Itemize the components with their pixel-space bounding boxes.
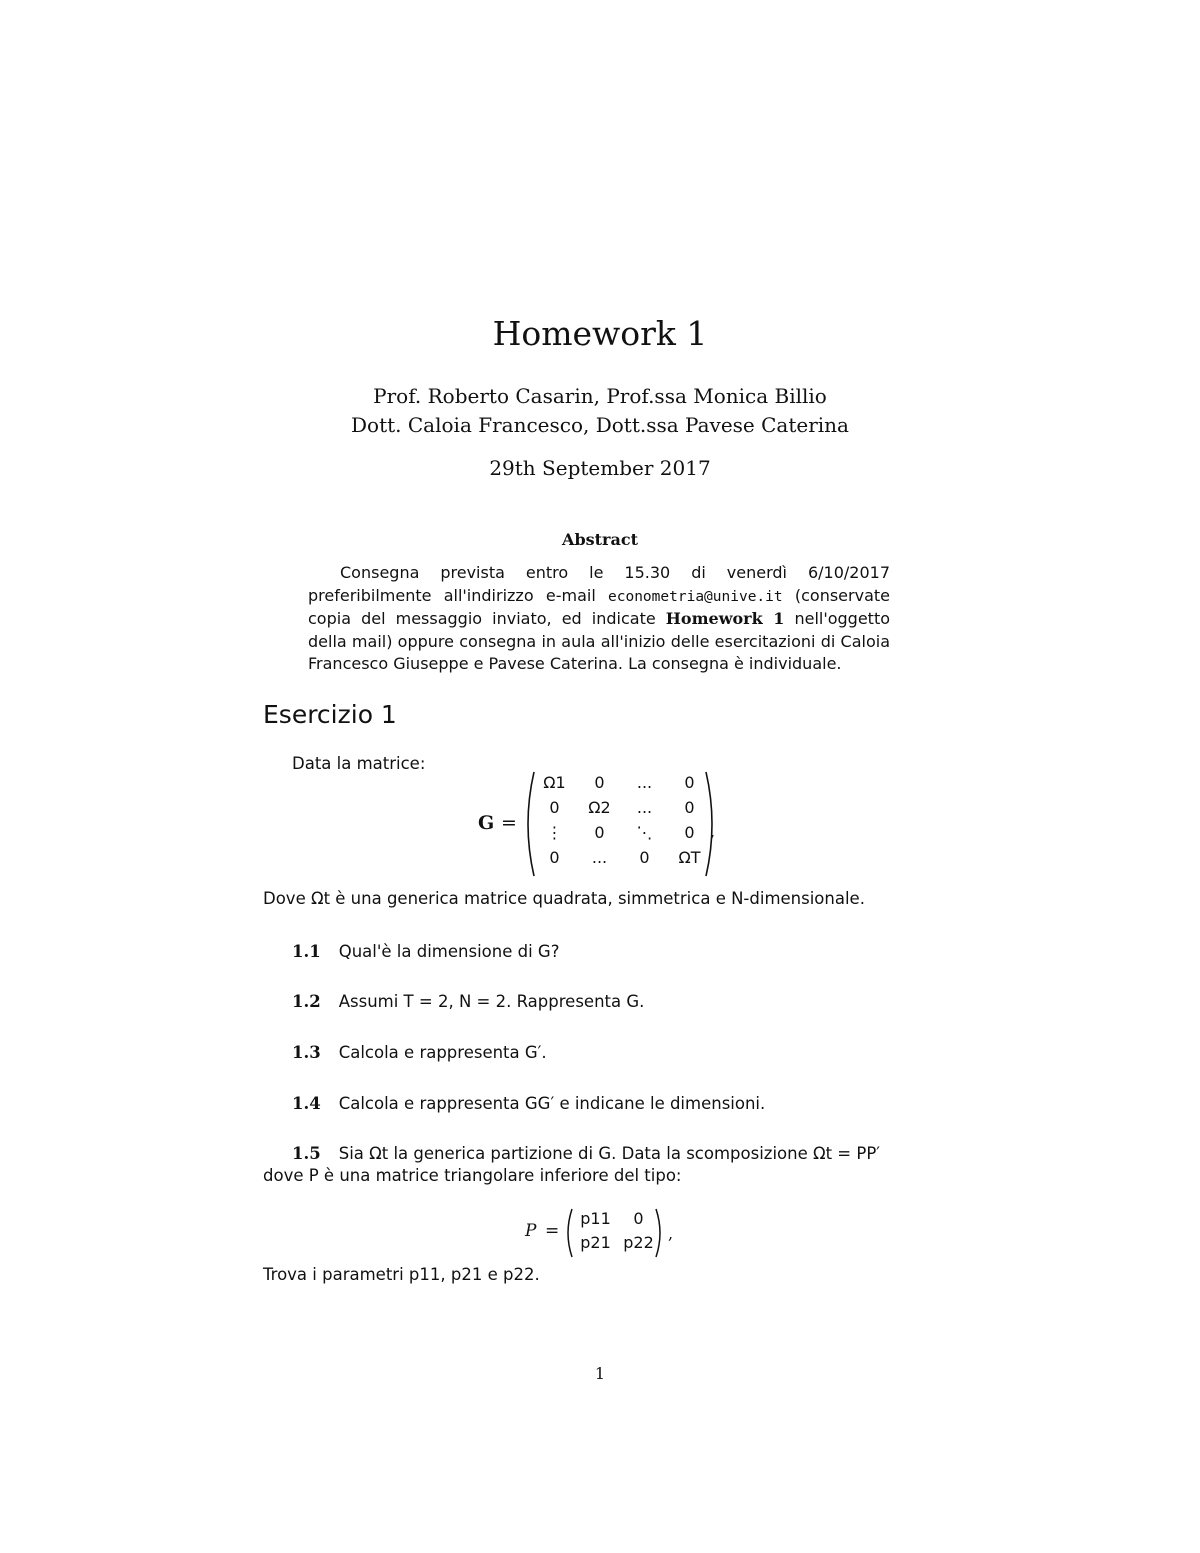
final-instruction: Trova i parametri p11, p21 e p22. — [263, 1265, 540, 1284]
document-date: 29th September 2017 — [489, 456, 711, 480]
section-heading: Esercizio 1 — [263, 700, 397, 729]
abstract-text-3: nell'oggetto della mail) oppure consegna in aula all'inizio delle esercitazioni di Caloia Francesco Giuseppe e Pavese Caterina. La consegna è individuale. — [308, 609, 891, 673]
abstract-bold: Homework 1 — [665, 609, 785, 628]
matrix-g-cell-2-0: ⋮ — [546, 823, 563, 842]
abstract-heading: Abstract — [562, 530, 638, 549]
authors-line-2: Dott. Caloia Francesco, Dott.ssa Pavese Caterina — [351, 413, 849, 437]
abstract-body — [308, 562, 890, 676]
matrix-p-cell-1-0: p21 — [580, 1233, 611, 1252]
matrix-g-cell-0-1: 0 — [594, 773, 605, 792]
matrix-g-cell-0-0: Ω1 — [543, 773, 566, 792]
left-paren — [568, 1209, 572, 1257]
matrix-g-cell-1-0: 0 — [549, 798, 560, 817]
item-number: 1.1 — [292, 942, 321, 961]
item-text: Calcola e rappresenta G′. — [338, 1043, 547, 1062]
matrix-g-cell-2-2: ⋱ — [636, 823, 653, 842]
item-1-5-continuation: dove P è una matrice triangolare inferiore del tipo: — [263, 1166, 682, 1185]
page-number: 1 — [594, 1364, 606, 1383]
authors — [0, 382, 1200, 440]
email-address: econometria@unive.it — [608, 588, 783, 605]
matrix-g-label: G — [478, 812, 495, 834]
matrix-p-label: P — [525, 1221, 537, 1241]
comma: , — [710, 822, 716, 841]
item-number: 1.4 — [292, 1094, 321, 1113]
matrix-g-cell-3-1: ... — [591, 848, 608, 867]
matrix-g-cell-3-2: 0 — [639, 848, 650, 867]
item-1-5 — [292, 1144, 880, 1163]
matrix-g-cell-1-1: Ω2 — [588, 798, 611, 817]
abstract-text-1: Consegna prevista entro le 15.30 di venerdì 6/10/2017 preferibilmente all'indirizzo e-mail — [308, 563, 890, 605]
matrix-g-cell-0-3: 0 — [684, 773, 695, 792]
item-1-4 — [292, 1094, 765, 1113]
matrix-p-cell-1-1: p22 — [623, 1233, 654, 1252]
matrix-p-cell-0-1: 0 — [633, 1209, 644, 1228]
matrix-g-cell-0-2: ... — [636, 773, 653, 792]
matrix-p-cell-0-0: p11 — [580, 1209, 611, 1228]
abstract-text-2: (conservate copia del messaggio inviato, ed indicate — [308, 585, 890, 628]
matrix-g-cell-3-3: ΩT — [678, 848, 701, 867]
matrix-g-cell-2-1: 0 — [594, 823, 605, 842]
matrix-g-cell-1-3: 0 — [684, 798, 695, 817]
item-text: Calcola e rappresenta GG′ e indicane le dimensioni. — [338, 1094, 766, 1113]
matrix-intro: Data la matrice: — [292, 754, 426, 773]
equals-sign-p: = — [545, 1221, 560, 1241]
matrix-g-cell-1-2: ... — [636, 798, 653, 817]
item-text: Qual'è la dimensione di G? — [338, 942, 560, 961]
item-number: 1.2 — [292, 992, 321, 1011]
item-number: 1.5 — [292, 1144, 321, 1163]
where-text: Dove Ωt è una generica matrice quadrata, simmetrica e N-dimensionale. — [263, 889, 865, 908]
item-1-2 — [292, 992, 644, 1011]
document-title: Homework 1 — [492, 314, 708, 353]
item-1-1 — [292, 942, 559, 961]
item-1-3 — [292, 1043, 547, 1062]
authors-line-1: Prof. Roberto Casarin, Prof.ssa Monica Billio — [373, 384, 827, 408]
item-number: 1.3 — [292, 1043, 321, 1062]
comma-p: , — [668, 1224, 674, 1243]
equals-sign: = — [501, 812, 517, 834]
matrix-g-cell-2-3: 0 — [684, 823, 695, 842]
item-text: Sia Ωt la generica partizione di G. Data la scomposizione Ωt = PP′ — [338, 1144, 881, 1163]
matrix-g-cell-3-0: 0 — [549, 848, 560, 867]
item-text: Assumi T = 2, N = 2. Rappresenta G. — [338, 992, 645, 1011]
